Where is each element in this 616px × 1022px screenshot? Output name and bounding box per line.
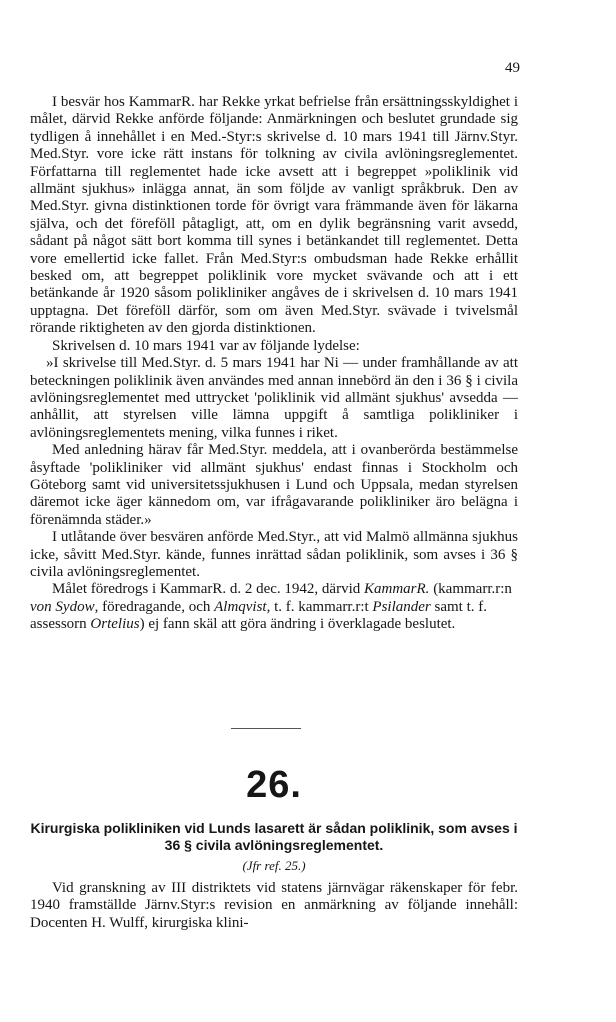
case-heading: Kirurgiska polikliniken vid Lunds lasarett är sådan poliklinik, som avses i 36 § civila avlöningsreglementet. <box>30 820 518 853</box>
name-ortelius: Ortelius <box>90 616 140 633</box>
case-body-text <box>30 880 518 932</box>
name-almqvist: Almqvist <box>214 598 267 615</box>
page-number: 49 <box>505 60 520 76</box>
paragraph-letter-intro: Skrivelsen d. 10 mars 1941 var av följande lydelse: <box>52 337 360 354</box>
paragraph-quote-1: »I skrivelse till Med.Styr. d. 5 mars 1941 har Ni — under framhållande av att beteckningen poliklinik även användes med annan innebörd än den i 36 § i civila avlöningsreglementet med uttrycket 'poliklinik vid allmänt sjukhus' avsedda — anhållit, att styrelsen ville lämna uppgift å samtliga polikliniker i avlöningsreglementets mening, vilka funnes i riket. <box>30 355 518 441</box>
case-number: 26. <box>246 764 302 806</box>
court-name: KammarR. <box>364 581 430 598</box>
body-text <box>30 94 518 634</box>
paragraph-appeal: I besvär hos KammarR. har Rekke yrkat befrielse från ersättningsskyldighet i målet, därvid Rekke anförde följande: Anmärkningen och beslutet grundade sig tydligen å innehållet i en Med.-Styr:s skrivelse d. 10 mars 1941 till Järnv.Styr. Med.Styr. vore icke rätt instans för tolkning av civila avlöningsreglementet. Författarna till reglementet hade icke avsett att i begreppet »poliklinik vid allmänt sjukhus» inlägga annat, än som följde av vanligt språkbruk. Den av Med.Styr. givna distinktionen torde för övrigt vara främmande även för läkarna själva, och det föreföll påtagligt, att, om en dylik begränsning varit avsedd, sådant på något sätt bort komma till synes i betänkandet till reglementet. Detta vore emellertid icke fallet. Från Med.Styr:s ombudsman hade Rekke erhållit besked om, att begreppet poliklinik vore mycket svävande och att i ett betänkande år 1920 såsom polikliniker angåves de i skrivelsen d. 10 mars 1941 upptagna. Det föreföll därför, som om även Med.Styr. svävade i tvivelsmål rörande riktigheten av den gjorda distinktionen. <box>30 94 518 337</box>
paragraph-decision: Målet föredrogs i KammarR. d. 2 dec. 1942, därvid KammarR. (kammarr.r:n von Sydow, föredragande, och Almqvist, t. f. kammarr.r:t Psilander samt t. f. assessorn Ortelius) ej fann skäl att göra ändring i överklagade beslutet. <box>30 581 512 633</box>
paragraph-case-start: Vid granskning av III distriktets vid statens järnvägar räkenskaper för febr. 1940 framställde Järnv.Styr:s revision en anmärkning av följande innehåll: Docenten H. Wulff, kirurgiska klini- <box>30 880 518 931</box>
name-psilander: Psilander <box>372 598 431 615</box>
case-reference: (Jfr ref. 25.) <box>242 858 306 873</box>
paragraph-quote-2: Med anledning härav får Med.Styr. meddela, att i ovanberörda bestämmelse åsyftade 'polikliniker vid allmänt sjukhus' endast finnas i Stockholm och Göteborg samt vid universitetssjukhusen i Lund och Uppsala, medan styrelsen däremot icke äger kännedom om, var ifrågavarande polikliniker äro belägna i förenämnda städer.» <box>30 442 518 528</box>
paragraph-statement: I utlåtande över besvären anförde Med.Styr., att vid Malmö allmänna sjukhus icke, såvitt Med.Styr. kände, funnes inrättad sådan poliklinik, som avses i 36 § civila avlöningsreglementet. <box>30 529 518 580</box>
name-sydow: von Sydow <box>30 598 95 615</box>
section-divider <box>231 728 301 729</box>
